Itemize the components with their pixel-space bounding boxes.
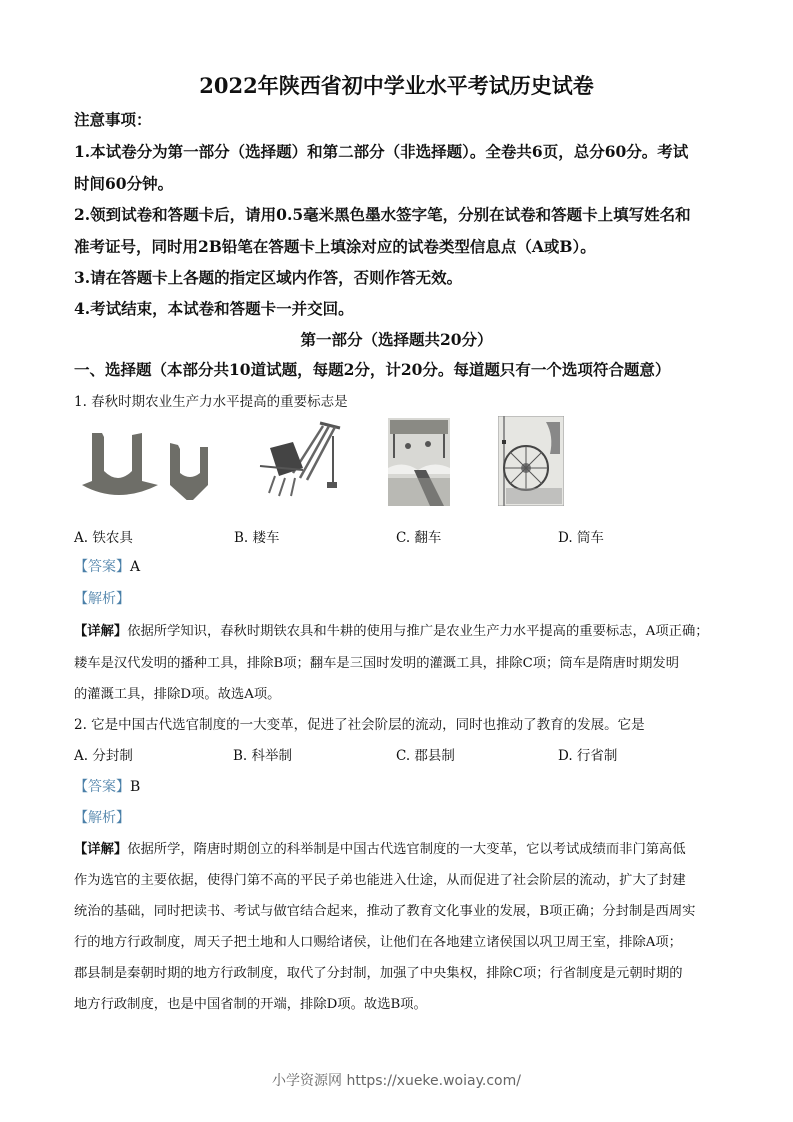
section-title: 一、选择题（本部分共10道试题，每题2分，计20分。每道题只有一个选项符合题意）: [74, 360, 671, 379]
question-1-option-d[interactable]: D. 筒车: [558, 530, 604, 546]
notice-line-4: 准考证号，同时用2B铅笔在答题卡上填涂对应的试卷类型信息点（A或B）。: [74, 237, 596, 256]
question-2-option-b[interactable]: B. 科举制: [233, 748, 293, 764]
part-title: 第一部分（选择题共20分）: [300, 330, 493, 349]
question-1-option-c[interactable]: C. 翻车: [396, 530, 442, 546]
iron-farm-tools-image: [78, 425, 218, 500]
answer-value: A: [130, 559, 141, 575]
question-2-detail-line-1: 【详解】依据所学，隋唐时期创立的科举制是中国古代选官制度的一大变革，它以考试成绩而非门第高低: [74, 842, 686, 857]
question-2-detail-line-4: 行的地方行政制度，周天子把土地和人口赐给诸侯，让他们在各地建立诸侯国以巩卫周王室，排除A项；: [74, 935, 682, 950]
question-2-option-c[interactable]: C. 郡县制: [396, 748, 455, 764]
notice-line-1: 1.本试卷分为第一部分（选择题）和第二部分（非选择题）。全卷共6页，总分60分。考试: [74, 142, 689, 161]
question-2-detail-line-2: 作为选官的主要依据，使得门第不高的平民子弟也能进入仕途，从而促进了社会阶层的流动，扩大了封建: [74, 873, 686, 888]
question-2-detail-line-3: 统治的基础，同时把读书、考试与做官结合起来，推动了教育文化事业的发展，B项正确；分封制是西周实: [74, 904, 696, 919]
square-pallet-chain-pump-image: [388, 418, 450, 506]
question-1-stem: 1. 春秋时期农业生产力水平提高的重要标志是: [74, 394, 348, 410]
answer-tag: 【答案】: [74, 779, 130, 795]
question-1-detail-line-1: 【详解】依据所学知识，春秋时期铁农具和牛耕的使用与推广是农业生产力水平提高的重要标志，A项正确；: [74, 624, 709, 639]
answer-tag: 【答案】: [74, 559, 130, 575]
notice-line-6: 4.考试结束，本试卷和答题卡一并交回。: [74, 299, 354, 318]
answer-value: B: [130, 779, 141, 795]
question-1-analysis-tag: 【解析】: [74, 591, 130, 607]
question-2-stem: 2. 它是中国古代选官制度的一大变革，促进了社会阶层的流动，同时也推动了教育的发展。它是: [74, 717, 645, 733]
seed-drill-image: [255, 418, 355, 498]
question-2-answer: [74, 776, 140, 796]
question-2-option-a[interactable]: A. 分封制: [74, 748, 133, 764]
noria-water-wheel-image: [498, 416, 564, 506]
question-1-answer: [74, 556, 140, 576]
question-1-option-b[interactable]: B. 耧车: [234, 530, 280, 546]
notice-line-3: 2.领到试卷和答题卡后，请用0.5毫米黑色墨水签字笔，分别在试卷和答题卡上填写姓名和: [74, 205, 691, 224]
footer-watermark[interactable]: 小学资源网 https://xueke.woiay.com/: [272, 1073, 521, 1089]
question-2-analysis-tag: 【解析】: [74, 810, 130, 826]
question-1-detail-line-2: 耧车是汉代发明的播种工具，排除B项；翻车是三国时发明的灌溉工具，排除C项；筒车是隋唐时期发明: [74, 656, 680, 671]
detail-tag: 【详解】: [74, 842, 128, 857]
notice-line-5: 3.请在答题卡上各题的指定区域内作答，否则作答无效。: [74, 268, 463, 287]
question-2-option-d[interactable]: D. 行省制: [558, 748, 618, 764]
question-1-detail-line-3: 的灌溉工具，排除D项。故选A项。: [74, 687, 281, 702]
notice-heading: 注意事项：: [74, 110, 152, 129]
notice-line-2: 时间60分钟。: [74, 174, 174, 193]
question-1-option-a[interactable]: A. 铁农具: [74, 530, 133, 546]
detail-tag: 【详解】: [74, 624, 128, 639]
question-2-detail-line-5: 郡县制是秦朝时期的地方行政制度，取代了分封制，加强了中央集权，排除C项；行省制度是元朝时期的: [74, 966, 683, 981]
question-2-detail-line-6: 地方行政制度，也是中国省制的开端，排除D项。故选B项。: [74, 997, 427, 1012]
page-title: 2022年陕西省初中学业水平考试历史试卷: [199, 73, 594, 98]
